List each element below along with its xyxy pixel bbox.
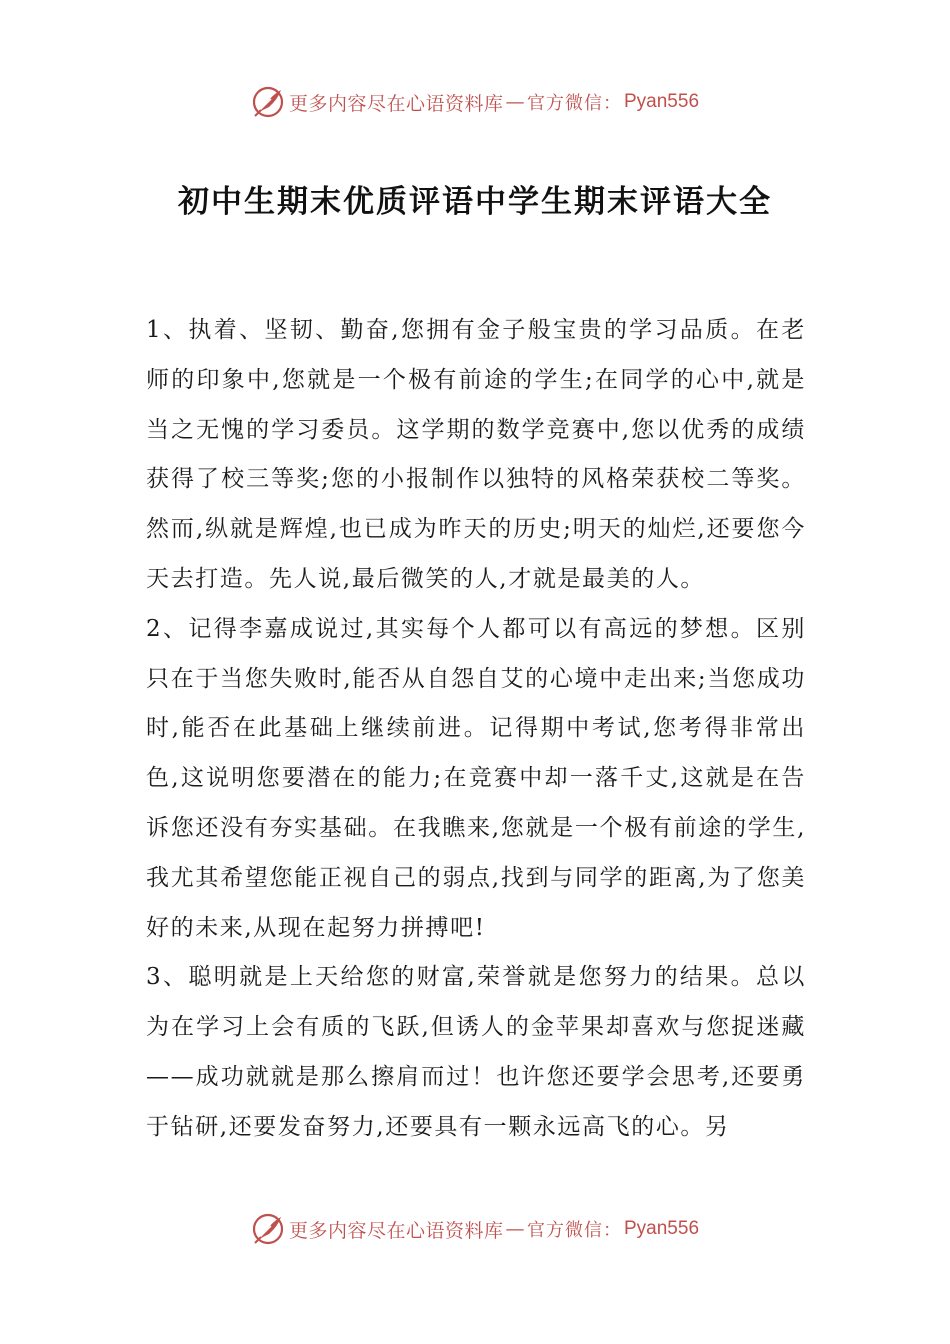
document-title: 初中生期末优质评语中学生期末评语大全	[178, 184, 772, 220]
header-watermark-banner	[0, 82, 950, 122]
banner-separator: —	[505, 1218, 525, 1240]
banner-wechat-id: Pyan556	[624, 91, 700, 112]
banner-wechat-id: Pyan556	[624, 1218, 700, 1239]
paragraph-3: 3、聪明就是上天给您的财富,荣誉就是您努力的结果。总以为在学习上会有质的飞跃,但诱人的金苹果却喜欢与您捉迷藏——成功就就是那么擦肩而过！也许您还要学会思考,还要勇于钻研,还要发奋努力,还要具有一颗永远高飞的心。另	[146, 964, 806, 1140]
banner-separator: —	[505, 91, 525, 113]
footer-watermark-banner	[0, 1209, 950, 1249]
quill-pen-logo-icon	[251, 85, 285, 119]
banner-wechat-label: 官方微信：	[527, 93, 622, 114]
paragraph-2: 2、记得李嘉成说过,其实每个人都可以有高远的梦想。区别只在于当您失败时,能否从自怨自艾的心境中走出来;当您成功时,能否在此基础上继续前进。记得期中考试,您考得非常出色,这说明您要潜在的能力;在竞赛中却一落千丈,这就是在告诉您还没有夯实基础。在我瞧来,您就是一个极有前途的学生,我尤其希望您能正视自己的弱点,找到与同学的距离,为了您美好的未来,从现在起努力拼搏吧!	[146, 615, 806, 941]
banner-text: 更多内容尽在心语资料库	[288, 92, 504, 115]
banner-wechat-label: 官方微信：	[527, 1220, 622, 1241]
document-body	[146, 306, 806, 1153]
paragraph-1: 1、执着、坚韧、勤奋,您拥有金子般宝贵的学习品质。在老师的印象中,您就是一个极有前途的学生;在同学的心中,就是当之无愧的学习委员。这学期的数学竞赛中,您以优秀的成绩获得了校三等奖;您的小报制作以独特的风格荣获校二等奖。然而,纵就是辉煌,也已成为昨天的历史;明天的灿烂,还要您今天去打造。先人说,最后微笑的人,才就是最美的人。	[146, 317, 806, 592]
quill-pen-logo-icon	[251, 1212, 285, 1246]
banner-text: 更多内容尽在心语资料库	[288, 1219, 504, 1242]
